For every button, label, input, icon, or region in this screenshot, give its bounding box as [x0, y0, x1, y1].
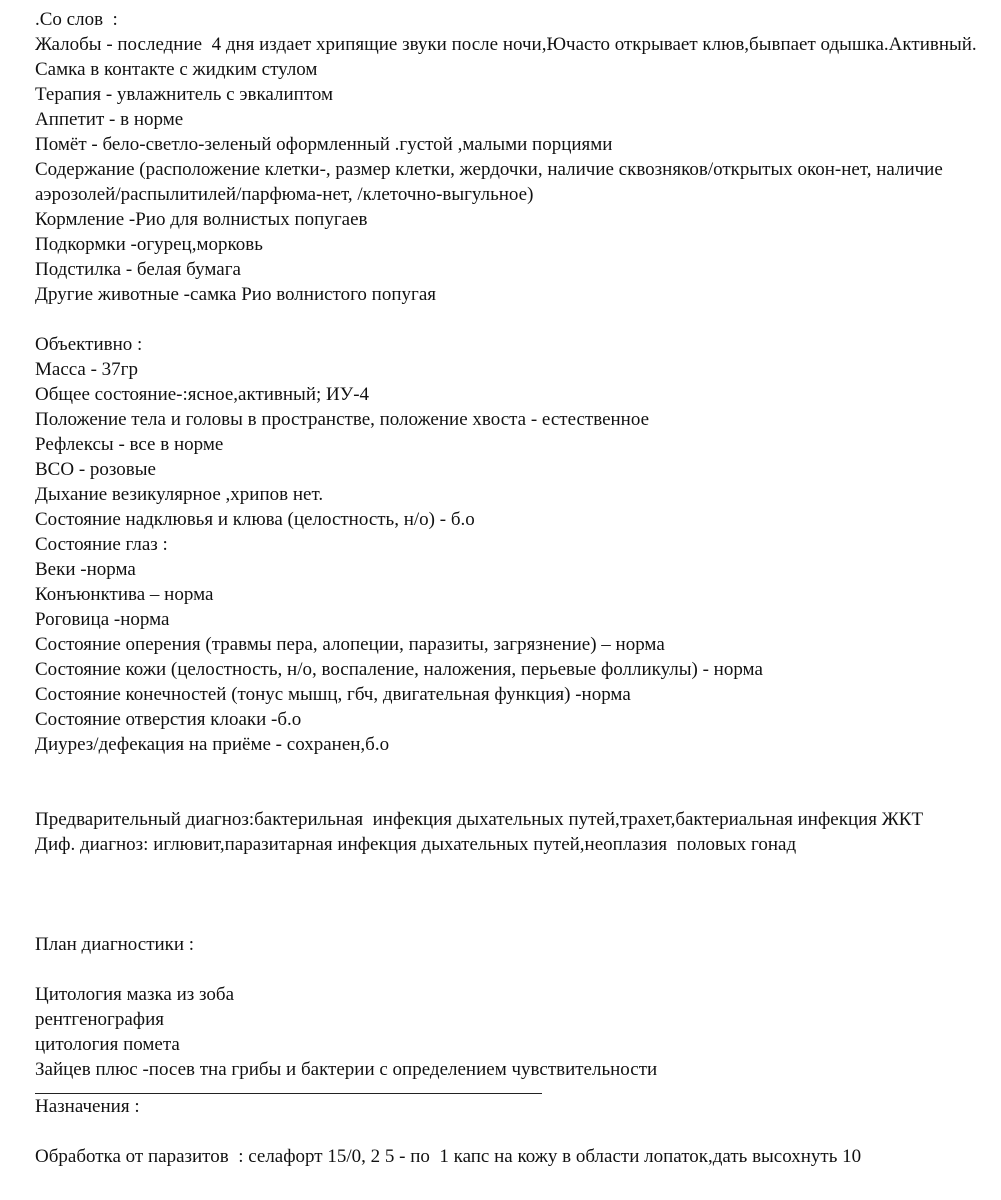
bedding-text: Подстилка - белая бумага — [35, 259, 241, 280]
diagnostics-plan-item: цитология помета — [35, 1034, 180, 1055]
general-state-text: Общее состояние-:ясное,активный; ИУ-4 — [35, 384, 370, 405]
other-animals-text: Другие животные -самка Рио волнистого попугая — [35, 284, 436, 305]
plumage-text: Состояние оперения (травмы пера, алопеции, паразиты, загрязнение) – норма — [35, 634, 665, 655]
diagnostics-plan-item: Зайцев плюс -посев тна грибы и бактерии с определением чувствительности — [35, 1059, 658, 1080]
spacer — [35, 1119, 995, 1144]
skin-text: Состояние кожи (целостность, н/о, воспаление, наложения, перьевые фолликулы) - норма — [35, 659, 763, 680]
anamnesis-header: .Со слов : — [35, 9, 118, 30]
eyes-header: Состояние глаз : — [35, 534, 168, 555]
parasite-treatment-text: Обработка от паразитов : селафорт 15/0, 2 5 - по 1 капс на кожу в области лопаток,дать высохнуть 10 — [35, 1146, 862, 1167]
objective-header: Объективно : — [35, 334, 143, 355]
spacer — [35, 307, 995, 332]
diuresis-text: Диурез/дефекация на приёме - сохранен,б.о — [35, 734, 390, 755]
mucosa-text: ВСО - розовые — [35, 459, 156, 480]
reflexes-text: Рефлексы - все в норме — [35, 434, 224, 455]
breathing-text: Дыхание везикулярное ,хрипов нет. — [35, 484, 324, 505]
feeding-text: Кормление -Рио для волнистых попугаев — [35, 209, 368, 230]
complaints-text: Жалобы - последние 4 дня издает хрипящие звуки после ночи,Ючасто открывает клюв,бывпает одышка.Активный. Самка в контакте с жидким стулом — [35, 34, 982, 80]
differential-diagnosis-text: Диф. диагноз: иглювит,паразитарная инфекция дыхательных путей,неоплазия половых гонад — [35, 834, 797, 855]
vet-record-document — [35, 7, 995, 1169]
diagnostics-plan-item: рентгенография — [35, 1009, 164, 1030]
cornea-text: Роговица -норма — [35, 609, 170, 630]
cloaca-text: Состояние отверстия клоаки -б.о — [35, 709, 302, 730]
spacer — [35, 757, 995, 807]
eyelids-text: Веки -норма — [35, 559, 136, 580]
limbs-text: Состояние конечностей (тонус мышц, гбч, двигательная функция) -норма — [35, 684, 631, 705]
appetite-text: Аппетит - в норме — [35, 109, 184, 130]
housing-text: Содержание (расположение клетки-, размер клетки, жердочки, наличие сквозняков/открытых окон-нет, наличие аэрозолей/распылитилей/парфюма-нет, /клеточно-выгульное) — [35, 159, 948, 205]
conjunctiva-text: Конъюнктива – норма — [35, 584, 214, 605]
droppings-text: Помёт - бело-светло-зеленый оформленный .густой ,малыми порциями — [35, 134, 613, 155]
posture-text: Положение тела и головы в пространстве, положение хвоста - естественное — [35, 409, 650, 430]
therapy-text: Терапия - увлажнитель с эвкалиптом — [35, 84, 334, 105]
prescriptions-header: Назначения : — [35, 1096, 140, 1117]
diagnostics-plan-header: План диагностики : — [35, 934, 195, 955]
diagnostics-plan-item: Цитология мазка из зоба — [35, 984, 234, 1005]
spacer — [35, 957, 995, 982]
preliminary-diagnosis-text: Предварительный диагноз:бактерильная инфекция дыхательных путей,трахет,бактериальная инфекция ЖКТ — [35, 809, 924, 830]
beak-text: Состояние надклювья и клюва (целостность, н/о) - б.о — [35, 509, 475, 530]
supplements-text: Подкормки -огурец,морковь — [35, 234, 263, 255]
mass-text: Масса - 37гр — [35, 359, 138, 380]
spacer — [35, 857, 995, 932]
